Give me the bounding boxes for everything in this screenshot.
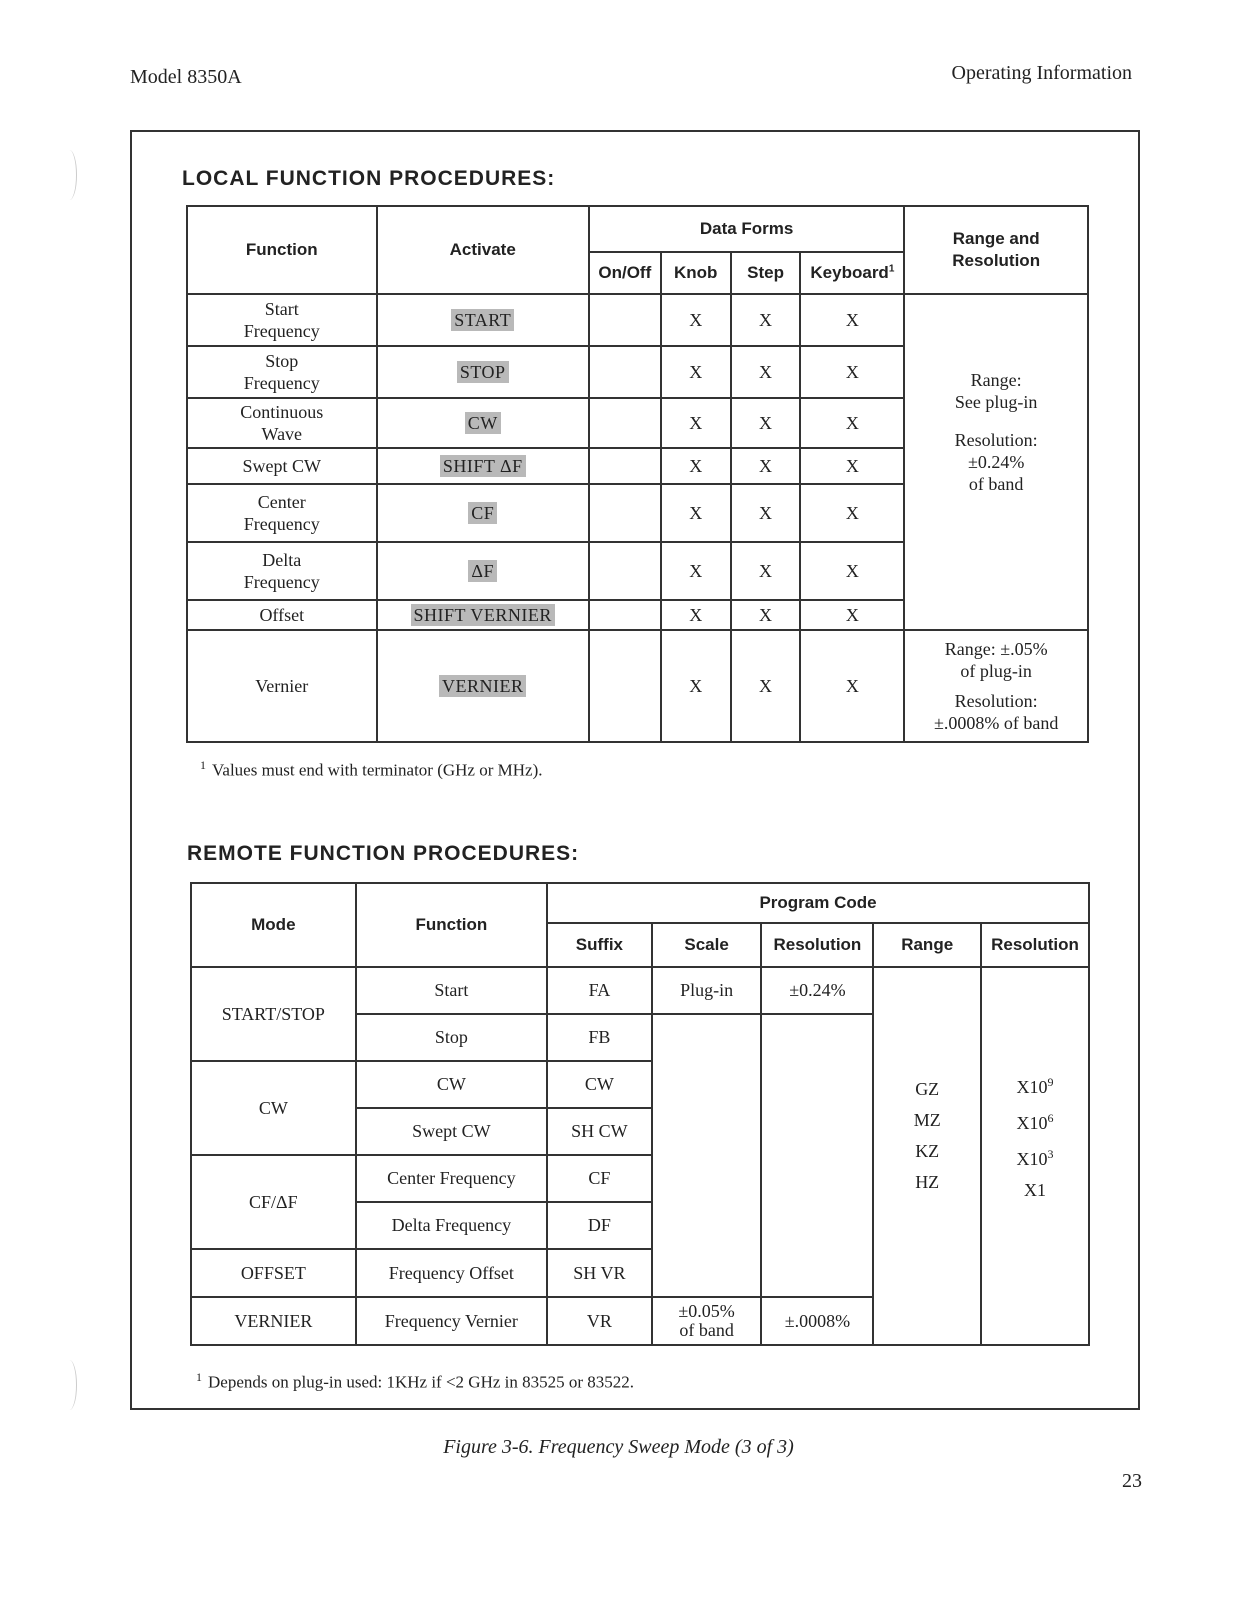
- on-off-cell: [589, 542, 661, 600]
- table-row: [187, 294, 1088, 346]
- on-off-cell: [589, 448, 661, 484]
- activate-cell: [377, 448, 589, 484]
- function-cell: Swept CW: [187, 448, 377, 484]
- function-cell: Vernier: [187, 630, 377, 742]
- multiplier-cell: [981, 967, 1089, 1345]
- col-knob: Knob: [661, 252, 731, 294]
- multiplier-base: X1: [1024, 1179, 1047, 1200]
- on-off-cell: [589, 630, 661, 742]
- local-table: [186, 205, 1089, 743]
- function-cell: Frequency Offset: [356, 1249, 547, 1297]
- mode-cell: VERNIER: [191, 1297, 356, 1345]
- mode-cell: START/STOP: [191, 967, 356, 1061]
- knob-cell: X: [661, 630, 731, 742]
- function-cell: Center Frequency: [356, 1155, 547, 1202]
- keyboard-cell: X: [800, 398, 904, 448]
- stop-key: STOP: [457, 361, 509, 383]
- keyboard-cell: X: [800, 600, 904, 630]
- keyboard-label: Keyboard: [810, 263, 889, 282]
- vernier-resolution-value: ±.0008% of band: [933, 713, 1059, 733]
- suffix-cell: CW: [547, 1061, 652, 1108]
- multiplier-giga: [982, 1067, 1088, 1103]
- multiplier-base: X10: [1016, 1112, 1048, 1133]
- step-cell: X: [731, 630, 801, 742]
- keyboard-cell: X: [800, 630, 904, 742]
- step-cell: X: [731, 542, 801, 600]
- resolution-cell: ±.0008%: [761, 1297, 873, 1345]
- range-hz: HZ: [915, 1172, 940, 1192]
- step-cell: X: [731, 484, 801, 542]
- cw-key: CW: [465, 412, 501, 434]
- step-cell: X: [731, 346, 801, 398]
- on-off-cell: [589, 398, 661, 448]
- function-cell: Stop: [356, 1014, 547, 1061]
- activate-cell: [377, 600, 589, 630]
- on-off-cell: [589, 346, 661, 398]
- vernier-range-label: Range: ±.05%: [944, 639, 1048, 659]
- figure-caption: Figure 3-6. Frequency Sweep Mode (3 of 3): [443, 1436, 794, 1458]
- col-suffix: Suffix: [547, 923, 652, 967]
- col-range-resolution: [904, 206, 1088, 294]
- mode-cell: OFFSET: [191, 1249, 356, 1297]
- shift-vernier-key: SHIFT VERNIER: [411, 604, 555, 626]
- resolution-unit: of band: [968, 474, 1024, 494]
- function-cell: Offset: [187, 600, 377, 630]
- multiplier-kilo: [982, 1139, 1088, 1175]
- range-mz: MZ: [913, 1110, 941, 1130]
- range-resolution-label: Range and Resolution: [952, 229, 1041, 270]
- range-gz: GZ: [915, 1079, 940, 1099]
- multiplier-unit: [982, 1175, 1088, 1206]
- scale-cell: Plug-in: [652, 967, 762, 1014]
- margin-mark: [62, 150, 77, 200]
- scale-cell: [652, 1297, 762, 1345]
- function-cell: [187, 398, 377, 448]
- shift-delta-f-key: SHIFT ΔF: [440, 455, 526, 477]
- activate-cell: [377, 484, 589, 542]
- page-number: 23: [1122, 1470, 1142, 1492]
- function-cell: [187, 542, 377, 600]
- col-data-forms: Data Forms: [589, 206, 904, 252]
- start-key: START: [451, 309, 514, 331]
- vernier-key: VERNIER: [439, 675, 527, 697]
- function-label: Continuous Wave: [240, 402, 324, 444]
- suffix-cell: FA: [547, 967, 652, 1014]
- suffix-cell: DF: [547, 1202, 652, 1249]
- activate-cell: [377, 294, 589, 346]
- knob-cell: X: [661, 484, 731, 542]
- footnote-text: Depends on plug-in used: 1KHz if <2 GHz in 83525 or 83522.: [208, 1372, 635, 1392]
- keyboard-cell: X: [800, 448, 904, 484]
- col-function: Function: [356, 883, 547, 967]
- local-footnote: [200, 758, 542, 781]
- suffix-cell: CF: [547, 1155, 652, 1202]
- resolution-cell: [761, 1014, 873, 1297]
- header-model: Model 8350A: [130, 66, 242, 88]
- footnote-mark: 1: [200, 758, 206, 772]
- knob-cell: X: [661, 346, 731, 398]
- col-on-off: On/Off: [589, 252, 661, 294]
- on-off-cell: [589, 484, 661, 542]
- step-cell: X: [731, 398, 801, 448]
- table-row: [187, 630, 1088, 742]
- cf-key: CF: [468, 502, 497, 524]
- vernier-range-value: of plug-in: [960, 661, 1032, 681]
- function-cell: CW: [356, 1061, 547, 1108]
- vernier-scale-unit: of band: [679, 1320, 734, 1340]
- knob-cell: X: [661, 542, 731, 600]
- col-function: Function: [187, 206, 377, 294]
- range-label: Range:: [970, 370, 1022, 390]
- range-resolution-cell: [904, 294, 1088, 630]
- knob-cell: X: [661, 398, 731, 448]
- local-title: LOCAL FUNCTION PROCEDURES:: [182, 167, 556, 190]
- knob-cell: X: [661, 294, 731, 346]
- mode-cell: CW: [191, 1061, 356, 1155]
- function-cell: Frequency Vernier: [356, 1297, 547, 1345]
- header-section: Operating Information: [951, 62, 1132, 84]
- col-program-code: Program Code: [547, 883, 1089, 923]
- multiplier-base: X10: [1016, 1148, 1048, 1169]
- activate-cell: [377, 346, 589, 398]
- multiplier-exponent: 9: [1047, 1074, 1054, 1089]
- knob-cell: X: [661, 448, 731, 484]
- keyboard-cell: X: [800, 484, 904, 542]
- keyboard-cell: X: [800, 294, 904, 346]
- col-resolution-2: Resolution: [981, 923, 1089, 967]
- function-label: Delta Frequency: [243, 550, 320, 592]
- keyboard-cell: X: [800, 542, 904, 600]
- range-kz: KZ: [915, 1141, 940, 1161]
- function-cell: [187, 294, 377, 346]
- function-cell: Delta Frequency: [356, 1202, 547, 1249]
- activate-cell: [377, 398, 589, 448]
- vernier-scale-value: ±0.05%: [678, 1301, 735, 1321]
- function-label: Center Frequency: [243, 492, 320, 534]
- function-cell: Start: [356, 967, 547, 1014]
- col-range: Range: [873, 923, 981, 967]
- remote-footnote: [196, 1370, 634, 1393]
- col-mode: Mode: [191, 883, 356, 967]
- keyboard-footnote-mark: 1: [888, 263, 895, 275]
- col-keyboard: [800, 252, 904, 294]
- on-off-cell: [589, 294, 661, 346]
- keyboard-cell: X: [800, 346, 904, 398]
- table-row: [191, 967, 1089, 1014]
- range-cell: [873, 967, 981, 1345]
- delta-f-key: ΔF: [468, 560, 497, 582]
- multiplier-exponent: 3: [1047, 1146, 1054, 1161]
- function-label: Stop Frequency: [243, 351, 320, 393]
- vernier-range-cell: [904, 630, 1088, 742]
- margin-mark: [62, 1360, 77, 1410]
- step-cell: X: [731, 294, 801, 346]
- col-step: Step: [731, 252, 801, 294]
- remote-title: REMOTE FUNCTION PROCEDURES:: [187, 842, 580, 865]
- scale-cell: [652, 1014, 762, 1297]
- knob-cell: X: [661, 600, 731, 630]
- function-cell: Swept CW: [356, 1108, 547, 1155]
- footnote-text: Values must end with terminator (GHz or MHz).: [212, 760, 543, 780]
- remote-table: [190, 882, 1090, 1346]
- multiplier-exponent: 6: [1047, 1110, 1054, 1125]
- col-resolution: Resolution: [761, 923, 873, 967]
- suffix-cell: SH CW: [547, 1108, 652, 1155]
- step-cell: X: [731, 600, 801, 630]
- vernier-resolution-label: Resolution:: [954, 691, 1038, 711]
- function-label: Start Frequency: [243, 299, 320, 341]
- suffix-cell: FB: [547, 1014, 652, 1061]
- resolution-value: ±0.24%: [967, 452, 1025, 472]
- resolution-label: Resolution:: [954, 430, 1038, 450]
- activate-cell: [377, 630, 589, 742]
- mode-cell: CF/ΔF: [191, 1155, 356, 1249]
- multiplier-mega: [982, 1103, 1088, 1139]
- footnote-mark: 1: [196, 1370, 202, 1384]
- suffix-cell: SH VR: [547, 1249, 652, 1297]
- function-cell: [187, 346, 377, 398]
- resolution-cell: ±0.24%: [761, 967, 873, 1014]
- col-scale: Scale: [652, 923, 762, 967]
- suffix-cell: VR: [547, 1297, 652, 1345]
- step-cell: X: [731, 448, 801, 484]
- activate-cell: [377, 542, 589, 600]
- function-cell: [187, 484, 377, 542]
- range-value: See plug-in: [954, 392, 1038, 412]
- col-activate: Activate: [377, 206, 589, 294]
- on-off-cell: [589, 600, 661, 630]
- multiplier-base: X10: [1016, 1076, 1048, 1097]
